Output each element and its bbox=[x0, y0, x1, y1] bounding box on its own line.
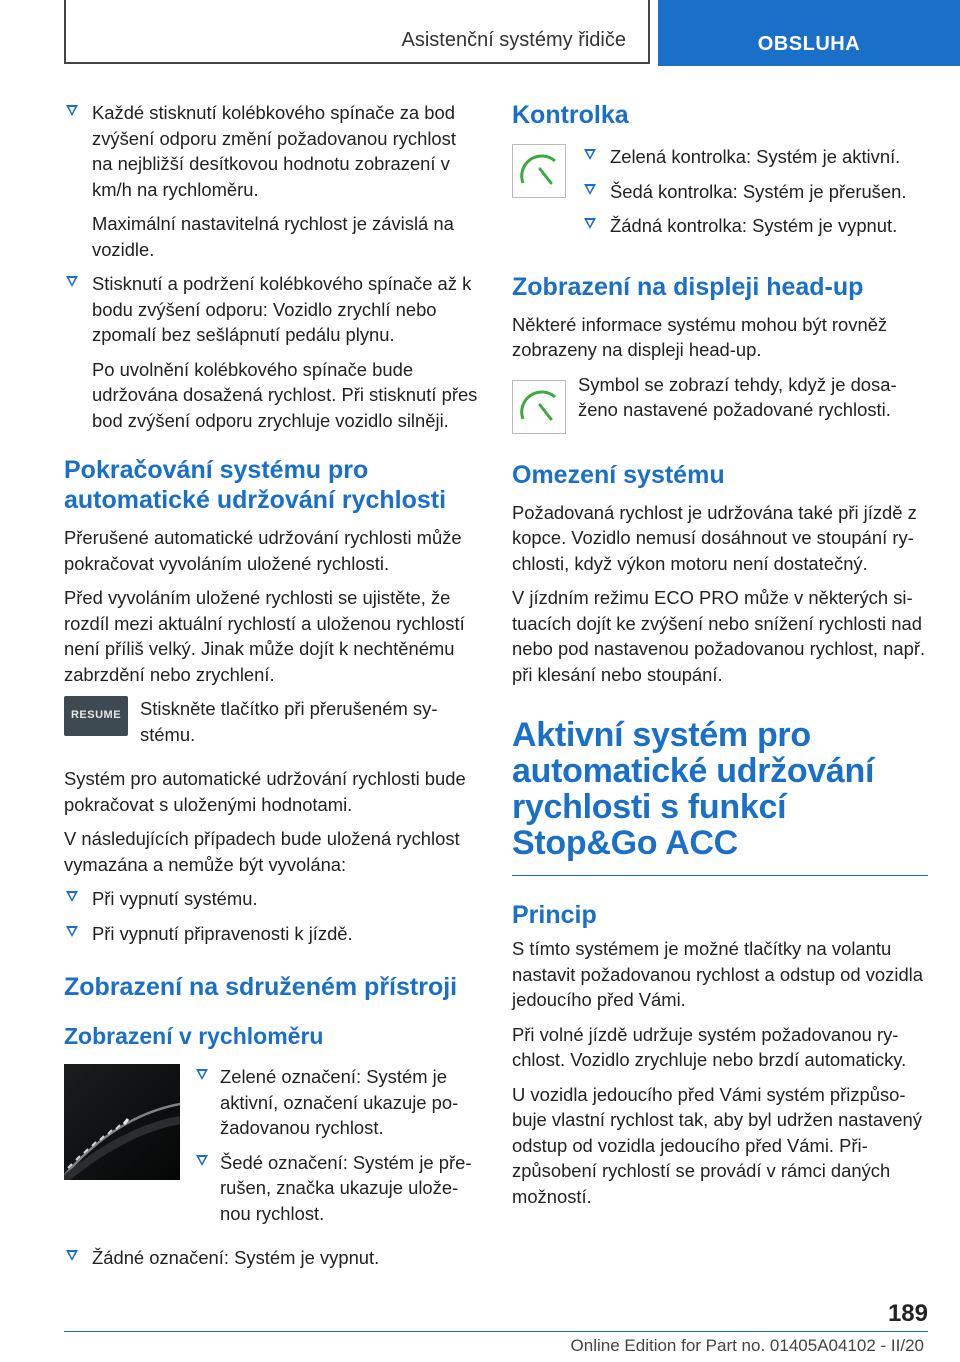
speedometer-arc-icon bbox=[64, 1064, 180, 1180]
left-column bbox=[64, 100, 478, 1280]
heading-princip: Princip bbox=[512, 901, 597, 929]
bullet-text: Šedé označení: Systém je přerušen, značka ukazuje uloženou rychlost. bbox=[220, 1151, 472, 1224]
heading-acc: Aktivní systém pro automatické udržování rychlosti s funkcí Stop&Go ACC bbox=[512, 716, 875, 862]
bullet-text: Při vypnutí systému. bbox=[92, 888, 258, 909]
bullet-item bbox=[64, 100, 478, 262]
hud-row bbox=[512, 372, 928, 434]
bullet-triangle-icon bbox=[66, 891, 78, 902]
bullet-item bbox=[194, 1150, 478, 1227]
bullet-text: Stisknutí a podržení kolébkového spínače až k bodu zvýšení odporu: Vozidlo zrychlí nebo zpomalí bez sešlápnutí pedálu plynu. bbox=[92, 273, 472, 345]
bullet-item bbox=[64, 1245, 478, 1271]
bullet-text: Šedá kontrolka: Systém je přerušen. bbox=[610, 180, 907, 202]
bullet-item bbox=[64, 921, 478, 947]
paragraph: U vozidla jedoucího před Vámi systém přizpůsobuje vlastní rychlost tak, aby byl udržen nastavený odstup od vozidla jedoucího před Vámi. Přizpůsobení rychlostí se provádí v rámci daných možností. bbox=[512, 1083, 922, 1207]
paragraph: Přerušené automatické udržování rychlosti může pokračovat vyvoláním uložené rychlosti. bbox=[64, 527, 462, 574]
heading-rule bbox=[512, 875, 928, 876]
heading-speedometer: Zobrazení v rychloměru bbox=[64, 1023, 324, 1049]
bullet-subtext: Maximální nastavitelná rychlost je závislá na vozidle. bbox=[92, 213, 454, 260]
bullet-triangle-icon bbox=[66, 1250, 78, 1261]
bullet-item bbox=[64, 271, 478, 433]
paragraph: S tímto systémem je možné tlačítky na volantu nastavit požadovanou rychlost a odstup od vozidla jedoucího před Vámi. bbox=[512, 938, 923, 1010]
section-title: Asistenční systémy řidiče bbox=[401, 29, 626, 51]
green-speed-indicator-icon bbox=[512, 144, 566, 198]
speedometer-row bbox=[64, 1064, 478, 1235]
paragraph: Požadovaná rychlost je udržována také při jízdě z kopce. Vozidlo nemusí dosáhnout ve stoupání rychlosti, když výkon motoru není dostatečný. bbox=[512, 501, 917, 574]
paragraph: Před vyvoláním uložené rychlosti se ujistěte, že rozdíl mezi aktuální rychlostí a uloženou rychlostí není příliš velký. Jinak může dojít k nechtěnému zabrzdění nebo zrychlení. bbox=[64, 587, 465, 685]
bullet-item bbox=[194, 1064, 478, 1141]
heading-continuation: Pokračování systému pro automatické udržování rychlosti bbox=[64, 456, 447, 514]
bullet-text: Při vypnutí připravenosti k jízdě. bbox=[92, 922, 353, 944]
heading-limits: Omezení systému bbox=[512, 460, 725, 489]
paragraph: Při volné jízdě udržuje systém požadovanou rychlost. Vozidlo zrychluje nebo brzdí automaticky. bbox=[512, 1023, 907, 1070]
hud-icon-text: Symbol se zobrazí tehdy, když je dosaženo nastavené požadované rychlosti. bbox=[578, 373, 897, 420]
bullet-text: Zelené označení: Systém je aktivní, označení ukazuje požadovanou rychlost. bbox=[220, 1066, 459, 1138]
paragraph: Některé informace systému mohou být rovněž zobrazeny na displeji head-up. bbox=[512, 313, 888, 360]
page-header bbox=[0, 0, 960, 66]
bullet-item bbox=[582, 179, 928, 205]
heading-head-up: Zobrazení na displeji head-up bbox=[512, 272, 864, 301]
bullet-text: Každé stisknutí kolébkového spínače za bod zvýšení odporu změní požadovanou rychlost na nejbližší desítkovou hodnotu zobrazení v km/h na rychloměru. bbox=[92, 102, 456, 200]
heading-instrument-cluster: Zobrazení na sdruženém přístroji bbox=[64, 973, 458, 1001]
bullet-triangle-icon bbox=[66, 276, 78, 287]
bullet-item bbox=[582, 213, 928, 239]
section-tab bbox=[64, 0, 650, 64]
bullet-triangle-icon bbox=[66, 105, 78, 116]
bullet-item bbox=[64, 886, 478, 912]
bullet-triangle-icon bbox=[584, 218, 596, 229]
bullet-text: Zelená kontrolka: Systém je aktivní. bbox=[610, 146, 901, 167]
footer-rule bbox=[64, 1331, 928, 1332]
bullet-triangle-icon bbox=[584, 184, 596, 195]
chapter-title: OBSLUHA bbox=[757, 33, 861, 55]
paragraph: Systém pro automatické udržování rychlosti bude pokračovat s uloženými hodnotami. bbox=[64, 768, 466, 815]
chapter-tab bbox=[658, 0, 960, 66]
bullet-text: Žádné označení: Systém je vypnut. bbox=[92, 1247, 380, 1268]
edition-text: Online Edition for Part no. 01405A04102 - II/20 bbox=[570, 1336, 924, 1355]
resume-row bbox=[64, 696, 478, 756]
bullet-triangle-icon bbox=[66, 926, 78, 937]
speedometer-image bbox=[64, 1064, 180, 1180]
bullet-triangle-icon bbox=[196, 1069, 208, 1080]
heading-kontrolka: Kontrolka bbox=[512, 101, 629, 129]
resume-label: RESUME bbox=[70, 709, 122, 721]
paragraph: V následujících případech bude uložená rychlost vymazána a nemůže být vyvolána: bbox=[64, 828, 460, 875]
resume-button-icon bbox=[64, 696, 128, 736]
kontrolka-row bbox=[512, 144, 928, 248]
hud-speed-indicator-icon bbox=[512, 380, 566, 434]
bullet-item bbox=[582, 144, 928, 170]
page-number: 189 bbox=[887, 1300, 928, 1327]
resume-text: Stiskněte tlačítko při přerušeném systému. bbox=[140, 698, 438, 745]
bullet-text: Žádná kontrolka: Systém je vypnut. bbox=[610, 215, 898, 236]
bullet-triangle-icon bbox=[584, 149, 596, 160]
right-column bbox=[512, 100, 928, 1218]
bullet-subtext: Po uvolnění kolébkového spínače bude udržována dosažená rychlost. Při stisknutí přes bod zvýšení odporu zrychluje vozidlo silněji. bbox=[92, 358, 478, 431]
bullet-triangle-icon bbox=[196, 1155, 208, 1166]
paragraph: V jízdním režimu ECO PRO může v některých situacích dojít ke zvýšení nebo snížení rychlosti nad nebo pod nastavenou požadovanou rychlost, např. při klesání nebo stoupání. bbox=[512, 587, 926, 685]
